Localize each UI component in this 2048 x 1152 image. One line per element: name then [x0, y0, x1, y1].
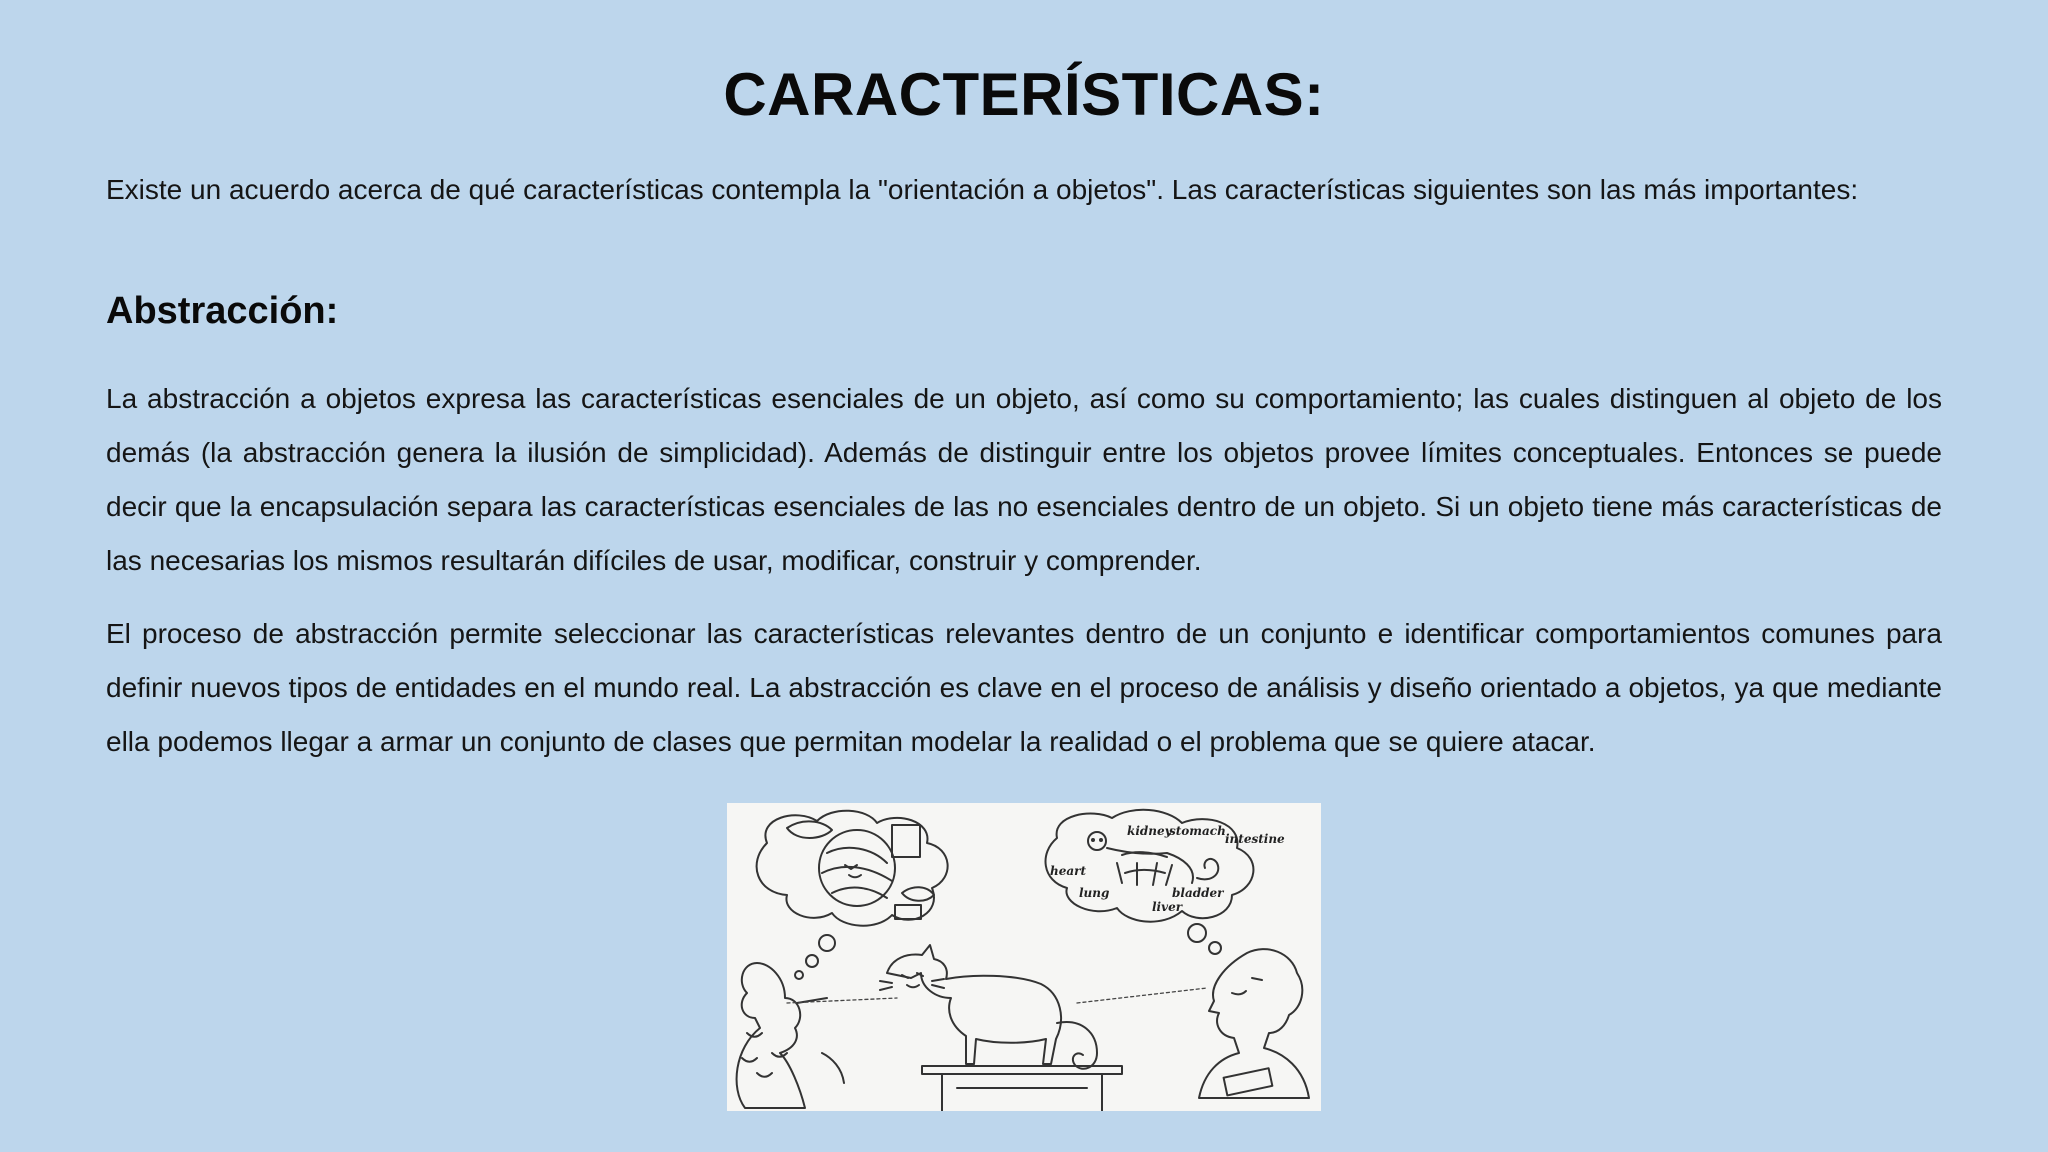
left-person	[737, 963, 805, 1108]
right-person	[1199, 949, 1309, 1098]
intro-paragraph: Existe un acuerdo acerca de qué características contempla la "orientación a objetos". Las características siguientes son las más importantes:	[106, 174, 1859, 205]
label-liver: liver	[1152, 900, 1183, 914]
label-lung: lung	[1079, 886, 1110, 900]
stool	[922, 1066, 1122, 1111]
section-heading-abstraccion: Abstracción:	[106, 290, 339, 332]
abstraction-paragraph-1: La abstracción a objetos expresa las características esenciales de un objeto, así como su comportamiento; las cuales distinguen al objeto de los demás (la abstracción genera la ilusión de simplicidad). Además de distinguir entre los objetos provee límites conceptuales. Entonces se puede decir que la encapsulación separa las características esenciales de las no esenciales dentro de un objeto. Si un objeto tiene más características de las necesarias los mismos resultarán difíciles de usar, modificar, construir y comprender.	[106, 383, 1942, 576]
label-intestine: intestine	[1225, 832, 1285, 846]
label-stomach: stomach	[1169, 824, 1226, 838]
abstraction-cartoon-image	[727, 803, 1321, 1111]
cat	[887, 945, 1061, 1064]
abstraction-paragraph-2: El proceso de abstracción permite seleccionar las características relevantes dentro de un conjunto e identificar comportamientos comunes para definir nuevos tipos de entidades en el mundo real. La abstracción es clave en el proceso de análisis y diseño orientado a objetos, ya que mediante ella podemos llegar a armar un conjunto de clases que permitan modelar la realidad o el problema que se quiere atacar.	[106, 618, 1942, 757]
label-bladder: bladder	[1172, 886, 1224, 900]
label-kidney: kidney	[1127, 824, 1172, 838]
slide-title: CARACTERÍSTICAS:	[723, 61, 1325, 128]
cat-abstraction-illustration	[727, 803, 1321, 1111]
label-heart: heart	[1050, 864, 1086, 878]
